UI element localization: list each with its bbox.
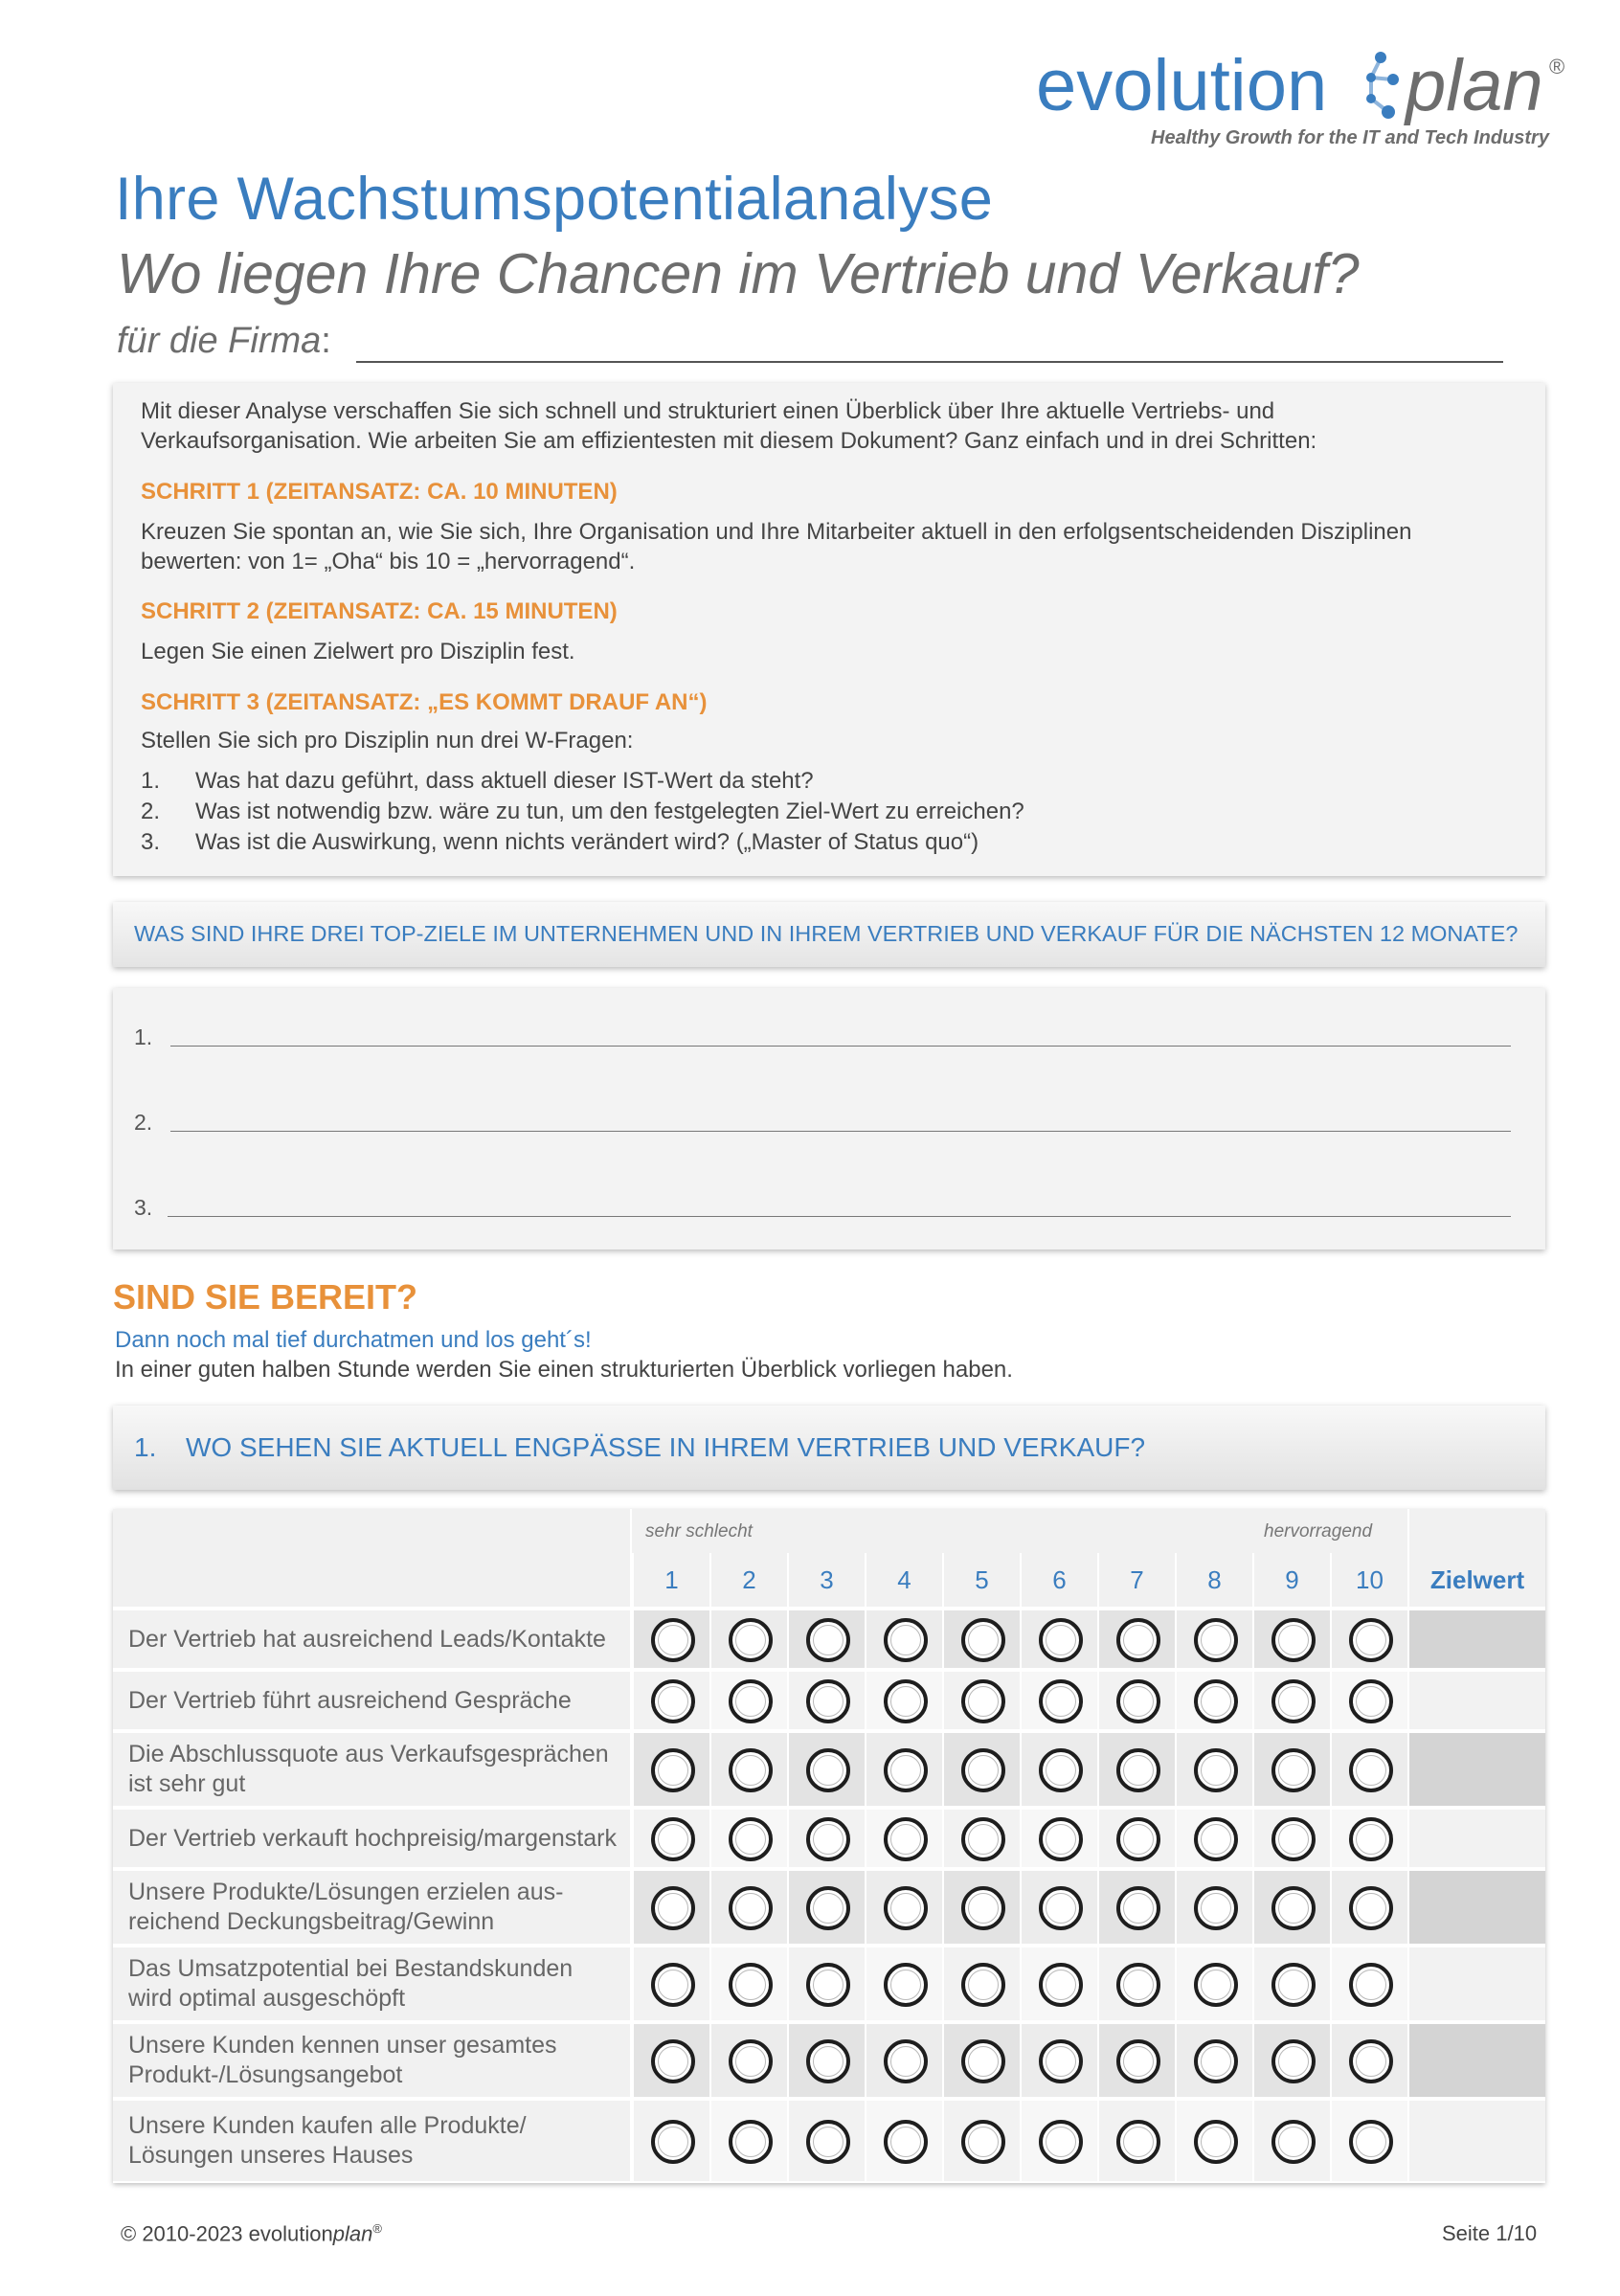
rating-cell <box>1097 2022 1175 2097</box>
firma-input-line[interactable] <box>356 361 1503 363</box>
rating-radio-5[interactable] <box>961 1618 1005 1662</box>
criterion-label <box>113 2022 632 2097</box>
step2-text: Legen Sie einen Zielwert pro Disziplin fest. <box>141 639 575 664</box>
rating-radio-3[interactable] <box>806 1679 850 1723</box>
rating-radio-9[interactable] <box>1271 1748 1316 1792</box>
rating-radio-4[interactable] <box>884 1886 928 1930</box>
rating-radio-2[interactable] <box>729 1679 773 1723</box>
rating-cell <box>1175 2099 1252 2181</box>
goal-number: 2. <box>134 1110 153 1135</box>
goal-input-line-3[interactable] <box>168 1216 1511 1217</box>
goals-card <box>113 988 1545 1249</box>
scale-number: 5 <box>942 1553 1020 1607</box>
rating-cell <box>865 1946 942 2020</box>
rating-radio-10[interactable] <box>1349 1679 1393 1723</box>
step3-heading: SCHRITT 3 (ZEITANSATZ: „ES KOMMT DRAUF AN“) <box>141 689 708 715</box>
step1-text-line2: bewerten: von 1= „Oha“ bis 10 = „hervorragend“. <box>141 549 636 574</box>
rating-cell <box>1097 1609 1175 1668</box>
rating-radio-6[interactable] <box>1039 1886 1083 1930</box>
rating-radio-10[interactable] <box>1349 2120 1393 2164</box>
rating-radio-7[interactable] <box>1116 1618 1160 1662</box>
logo-tagline: Healthy Growth for the IT and Tech Industry <box>1151 127 1549 148</box>
rating-radio-9[interactable] <box>1271 1618 1316 1662</box>
rating-radio-8[interactable] <box>1194 2120 1238 2164</box>
rating-cell <box>942 1869 1020 1944</box>
rating-grid <box>113 1509 1545 2183</box>
rating-cell <box>1097 1869 1175 1944</box>
scale-number: 3 <box>787 1553 865 1607</box>
rating-radio-5[interactable] <box>961 1748 1005 1792</box>
zielwert-input[interactable] <box>1407 1946 1545 2020</box>
rating-cell <box>942 1670 1020 1729</box>
rating-radio-4[interactable] <box>884 2039 928 2083</box>
footer-registered: ® <box>372 2221 382 2236</box>
rating-cell <box>1252 1869 1330 1944</box>
rating-cell <box>787 1670 865 1729</box>
step1-text-line1: Kreuzen Sie spontan an, wie Sie sich, Ihre Organisation und Ihre Mitarbeiter aktuell in den erfolgsentscheidenden Disziplinen <box>141 519 1412 545</box>
rating-cell <box>1175 1869 1252 1944</box>
question-text: Was ist notwendig bzw. wäre zu tun, um den festgelegten Ziel-Wert zu erreichen? <box>195 799 1024 824</box>
rating-radio-5[interactable] <box>961 1963 1005 2007</box>
rating-radio-9[interactable] <box>1271 1886 1316 1930</box>
criterion-text-line1: Unsere Kunden kennen unser gesamtes <box>128 2032 557 2059</box>
rating-cell <box>1097 1946 1175 2020</box>
intro-card <box>113 383 1545 876</box>
scale-number: 9 <box>1252 1553 1330 1607</box>
goal-input-line-2[interactable] <box>170 1131 1511 1132</box>
rating-cell <box>942 1808 1020 1867</box>
rating-cell <box>1020 1869 1097 1944</box>
rating-cell <box>1020 2099 1097 2181</box>
rating-radio-3[interactable] <box>806 1886 850 1930</box>
firma-label-text: für die Firma <box>117 321 322 361</box>
section-1-number: 1. <box>134 1432 157 1462</box>
zielwert-header: Zielwert <box>1407 1553 1545 1607</box>
criterion-text-line2: reichend Deckungsbeitrag/Gewinn <box>128 1908 495 1935</box>
step3-text: Stellen Sie sich pro Disziplin nun drei W-Fragen: <box>141 728 634 754</box>
step2-heading: SCHRITT 2 (ZEITANSATZ: CA. 15 MINUTEN) <box>141 598 618 624</box>
firma-colon: : <box>321 321 331 361</box>
rating-cell <box>632 1670 709 1729</box>
rating-radio-7[interactable] <box>1116 2039 1160 2083</box>
criterion-text-line1: Der Vertrieb hat ausreichend Leads/Kontakte <box>128 1625 606 1653</box>
rating-cell <box>942 2022 1020 2097</box>
goal-number: 1. <box>134 1024 153 1049</box>
logo-molecule-icon <box>1358 49 1404 122</box>
scale-number: 2 <box>709 1553 787 1607</box>
rating-cell <box>709 2099 787 2181</box>
goals-heading-bar <box>113 902 1545 967</box>
criterion-label <box>113 1808 632 1867</box>
rating-radio-9[interactable] <box>1271 1963 1316 2007</box>
rating-cell <box>865 1808 942 1867</box>
rating-radio-1[interactable] <box>651 1886 695 1930</box>
question-number: 3. <box>141 829 161 855</box>
step1-heading: SCHRITT 1 (ZEITANSATZ: CA. 10 MINUTEN) <box>141 479 618 505</box>
rating-radio-3[interactable] <box>806 2039 850 2083</box>
rating-cell <box>632 1946 709 2020</box>
rating-cell <box>1252 1609 1330 1668</box>
criterion-text-line1: Das Umsatzpotential bei Bestandskunden <box>128 1955 574 1982</box>
rating-radio-10[interactable] <box>1349 1963 1393 2007</box>
ready-heading: SIND SIE BEREIT? <box>113 1277 418 1317</box>
rating-radio-10[interactable] <box>1349 1618 1393 1662</box>
criterion-text-line2: Produkt-/Lösungsangebot <box>128 2061 403 2088</box>
rating-radio-2[interactable] <box>729 2039 773 2083</box>
goals-heading: WAS SIND IHRE DREI TOP-ZIELE IM UNTERNEHMEN UND IN IHREM VERTRIEB UND VERKAUF FÜR DIE NÄCHSTEN 12 MONATE? <box>134 921 1519 946</box>
rating-cell <box>1097 1808 1175 1867</box>
rating-radio-9[interactable] <box>1271 1679 1316 1723</box>
goal-input-line-1[interactable] <box>170 1046 1511 1047</box>
criterion-label <box>113 1609 632 1668</box>
ready-line-2: In einer guten halben Stunde werden Sie einen strukturierten Überblick vorliegen haben. <box>115 1357 1013 1383</box>
rating-cell <box>1020 1946 1097 2020</box>
rating-cell <box>1175 1808 1252 1867</box>
rating-radio-7[interactable] <box>1116 1963 1160 2007</box>
rating-radio-10[interactable] <box>1349 2039 1393 2083</box>
rating-radio-8[interactable] <box>1194 2039 1238 2083</box>
rating-cell <box>1252 2099 1330 2181</box>
rating-cell <box>709 2022 787 2097</box>
rating-radio-9[interactable] <box>1271 1817 1316 1861</box>
rating-radio-5[interactable] <box>961 2039 1005 2083</box>
rating-cell <box>942 1609 1020 1668</box>
criterion-label <box>113 1731 632 1806</box>
rating-radio-2[interactable] <box>729 1618 773 1662</box>
ready-line-1: Dann noch mal tief durchatmen und los geht´s! <box>115 1327 592 1353</box>
rating-radio-1[interactable] <box>651 1817 695 1861</box>
rating-cell <box>632 2099 709 2181</box>
rating-radio-7[interactable] <box>1116 1817 1160 1861</box>
rating-cell <box>1330 1670 1407 1729</box>
rating-radio-2[interactable] <box>729 1817 773 1861</box>
criterion-text-line1: Unsere Kunden kaufen alle Produkte/ <box>128 2112 527 2139</box>
rating-radio-4[interactable] <box>884 1748 928 1792</box>
rating-cell <box>1097 2099 1175 2181</box>
rating-cell <box>1175 1946 1252 2020</box>
rating-radio-10[interactable] <box>1349 1886 1393 1930</box>
rating-cell <box>942 1946 1020 2020</box>
section-1-title: WO SEHEN SIE AKTUELL ENGPÄSSE IN IHREM VERTRIEB UND VERKAUF? <box>186 1432 1146 1462</box>
rating-cell <box>865 1731 942 1806</box>
goal-number: 3. <box>134 1195 153 1220</box>
zielwert-input[interactable] <box>1407 2022 1545 2097</box>
rating-cell <box>1175 1731 1252 1806</box>
hint-high: hervorragend <box>1264 1521 1373 1542</box>
rating-radio-7[interactable] <box>1116 1748 1160 1792</box>
rating-cell <box>865 1609 942 1668</box>
question-number: 2. <box>141 799 161 824</box>
rating-cell <box>1330 1869 1407 1944</box>
zielwert-input[interactable] <box>1407 1808 1545 1867</box>
rating-cell <box>1020 2022 1097 2097</box>
rating-cell <box>632 1609 709 1668</box>
rating-radio-8[interactable] <box>1194 1748 1238 1792</box>
rating-radio-8[interactable] <box>1194 1886 1238 1930</box>
rating-cell <box>1252 1731 1330 1806</box>
rating-radio-3[interactable] <box>806 2120 850 2164</box>
rating-cell <box>942 2099 1020 2181</box>
rating-radio-2[interactable] <box>729 2120 773 2164</box>
question-item <box>141 766 1024 797</box>
zielwert-input[interactable] <box>1407 1670 1545 1729</box>
zielwert-input[interactable] <box>1407 1731 1545 1806</box>
rating-cell <box>709 1731 787 1806</box>
footer-copyright-text: © 2010-2023 evolution <box>121 2221 333 2246</box>
rating-radio-4[interactable] <box>884 1963 928 2007</box>
rating-cell <box>1175 1670 1252 1729</box>
rating-radio-8[interactable] <box>1194 1963 1238 2007</box>
rating-radio-8[interactable] <box>1194 1817 1238 1861</box>
scale-number: 8 <box>1175 1553 1252 1607</box>
rating-cell <box>787 2022 865 2097</box>
scale-number: 10 <box>1330 1553 1407 1607</box>
logo <box>1034 43 1580 148</box>
rating-cell <box>1252 1670 1330 1729</box>
logo-word-evolution: evolution <box>1036 45 1328 126</box>
question-text: Was hat dazu geführt, dass aktuell dieser IST-Wert da steht? <box>195 768 814 794</box>
page-title: Ihre Wachstumspotentialanalyse <box>115 166 994 233</box>
rating-cell <box>787 1946 865 2020</box>
logo-word-plan: plan <box>1406 45 1543 126</box>
firma-label <box>117 321 331 362</box>
rating-cell <box>865 1670 942 1729</box>
rating-radio-9[interactable] <box>1271 2039 1316 2083</box>
page-subtitle: Wo liegen Ihre Chancen im Vertrieb und Verkauf? <box>117 242 1360 305</box>
rating-radio-5[interactable] <box>961 1679 1005 1723</box>
rating-cell <box>787 1808 865 1867</box>
rating-radio-6[interactable] <box>1039 1963 1083 2007</box>
rating-cell <box>1330 1808 1407 1867</box>
footer-page-number: Seite 1/10 <box>1442 2221 1538 2245</box>
criterion-label <box>113 1670 632 1729</box>
rating-radio-1[interactable] <box>651 1679 695 1723</box>
rating-cell <box>1330 1731 1407 1806</box>
rating-radio-4[interactable] <box>884 2120 928 2164</box>
rating-cell <box>787 1609 865 1668</box>
question-list <box>141 766 1024 858</box>
rating-cell <box>1020 1609 1097 1668</box>
rating-cell <box>1330 1946 1407 2020</box>
criterion-label <box>113 2099 632 2181</box>
rating-cell <box>1252 1946 1330 2020</box>
rating-cell <box>1175 1609 1252 1668</box>
rating-radio-7[interactable] <box>1116 1886 1160 1930</box>
criterion-text-line2: wird optimal ausgeschöpft <box>128 1985 406 2012</box>
hint-low: sehr schlecht <box>645 1521 753 1542</box>
rating-cell <box>709 1609 787 1668</box>
scale-number: 6 <box>1020 1553 1097 1607</box>
intro-paragraph-line1: Mit dieser Analyse verschaffen Sie sich schnell und strukturiert einen Überblick über Ihre aktuelle Vertriebs- und <box>141 398 1275 424</box>
rating-radio-1[interactable] <box>651 2039 695 2083</box>
criterion-text-line1: Unsere Produkte/Lösungen erzielen aus- <box>128 1879 564 1905</box>
footer-brand: plan <box>332 2221 373 2246</box>
rating-cell <box>1252 2022 1330 2097</box>
scale-number: 4 <box>865 1553 942 1607</box>
rating-cell <box>1020 1731 1097 1806</box>
rating-radio-5[interactable] <box>961 2120 1005 2164</box>
rating-radio-10[interactable] <box>1349 1748 1393 1792</box>
rating-radio-7[interactable] <box>1116 1679 1160 1723</box>
rating-cell <box>709 1869 787 1944</box>
rating-radio-2[interactable] <box>729 1886 773 1930</box>
rating-cell <box>942 1731 1020 1806</box>
rating-radio-10[interactable] <box>1349 1817 1393 1861</box>
criterion-text-line2: Lösungen unseres Hauses <box>128 2142 414 2169</box>
section-1-header <box>113 1406 1545 1490</box>
rating-cell <box>787 2099 865 2181</box>
criterion-text-line2: ist sehr gut <box>128 1770 246 1797</box>
rating-cell <box>1175 2022 1252 2097</box>
rating-cell <box>787 1869 865 1944</box>
criterion-label <box>113 1869 632 1944</box>
rating-radio-3[interactable] <box>806 1748 850 1792</box>
rating-cell <box>1020 1808 1097 1867</box>
rating-cell <box>709 1808 787 1867</box>
rating-radio-6[interactable] <box>1039 1748 1083 1792</box>
zielwert-input[interactable] <box>1407 1869 1545 1944</box>
rating-radio-3[interactable] <box>806 1963 850 2007</box>
rating-cell <box>865 2099 942 2181</box>
rating-cell <box>632 1808 709 1867</box>
rating-cell <box>632 2022 709 2097</box>
intro-paragraph-line2: Verkaufsorganisation. Wie arbeiten Sie am effizientesten mit diesem Dokument? Ganz einfach und in drei Schritten: <box>141 428 1317 454</box>
rating-radio-4[interactable] <box>884 1817 928 1861</box>
criterion-label <box>113 1946 632 2020</box>
scale-number: 7 <box>1097 1553 1175 1607</box>
rating-radio-6[interactable] <box>1039 1679 1083 1723</box>
rating-cell <box>632 1731 709 1806</box>
rating-radio-1[interactable] <box>651 1618 695 1662</box>
zielwert-input[interactable] <box>1407 1609 1545 1668</box>
rating-cell <box>1330 1609 1407 1668</box>
question-item <box>141 827 1024 858</box>
rating-cell <box>709 1670 787 1729</box>
grid-hint-row <box>632 1509 1407 1553</box>
rating-radio-9[interactable] <box>1271 2120 1316 2164</box>
question-item <box>141 797 1024 827</box>
rating-radio-2[interactable] <box>729 1963 773 2007</box>
rating-cell <box>865 1869 942 1944</box>
footer-copyright <box>121 2221 382 2246</box>
question-number: 1. <box>141 768 161 794</box>
rating-cell <box>787 1731 865 1806</box>
rating-cell <box>1020 1670 1097 1729</box>
rating-radio-3[interactable] <box>806 1817 850 1861</box>
logo-registered: ® <box>1549 55 1565 79</box>
rating-radio-6[interactable] <box>1039 1817 1083 1861</box>
rating-radio-3[interactable] <box>806 1618 850 1662</box>
rating-radio-4[interactable] <box>884 1679 928 1723</box>
rating-radio-1[interactable] <box>651 1748 695 1792</box>
rating-radio-5[interactable] <box>961 1817 1005 1861</box>
rating-radio-1[interactable] <box>651 2120 695 2164</box>
criterion-text-line1: Die Abschlussquote aus Verkaufsgesprächen <box>128 1741 609 1767</box>
rating-cell <box>1330 2022 1407 2097</box>
rating-radio-1[interactable] <box>651 1963 695 2007</box>
rating-radio-4[interactable] <box>884 1618 928 1662</box>
criterion-text-line1: Der Vertrieb führt ausreichend Gespräche <box>128 1686 572 1714</box>
rating-cell <box>1097 1670 1175 1729</box>
zielwert-input[interactable] <box>1407 2099 1545 2181</box>
rating-radio-6[interactable] <box>1039 1618 1083 1662</box>
rating-cell <box>1330 2099 1407 2181</box>
rating-radio-7[interactable] <box>1116 2120 1160 2164</box>
criterion-text-line1: Der Vertrieb verkauft hochpreisig/margenstark <box>128 1824 617 1852</box>
rating-radio-6[interactable] <box>1039 2039 1083 2083</box>
rating-cell <box>1097 1731 1175 1806</box>
rating-cell <box>632 1869 709 1944</box>
rating-radio-8[interactable] <box>1194 1679 1238 1723</box>
question-text: Was ist die Auswirkung, wenn nichts verändert wird? („Master of Status quo“) <box>195 829 979 855</box>
rating-cell <box>709 1946 787 2020</box>
rating-radio-8[interactable] <box>1194 1618 1238 1662</box>
rating-cell <box>865 2022 942 2097</box>
grid-header-corner <box>113 1509 632 1607</box>
rating-radio-5[interactable] <box>961 1886 1005 1930</box>
rating-radio-2[interactable] <box>729 1748 773 1792</box>
scale-number: 1 <box>632 1553 709 1607</box>
rating-radio-6[interactable] <box>1039 2120 1083 2164</box>
grid-header-ziel-top <box>1407 1509 1545 1553</box>
rating-cell <box>1252 1808 1330 1867</box>
